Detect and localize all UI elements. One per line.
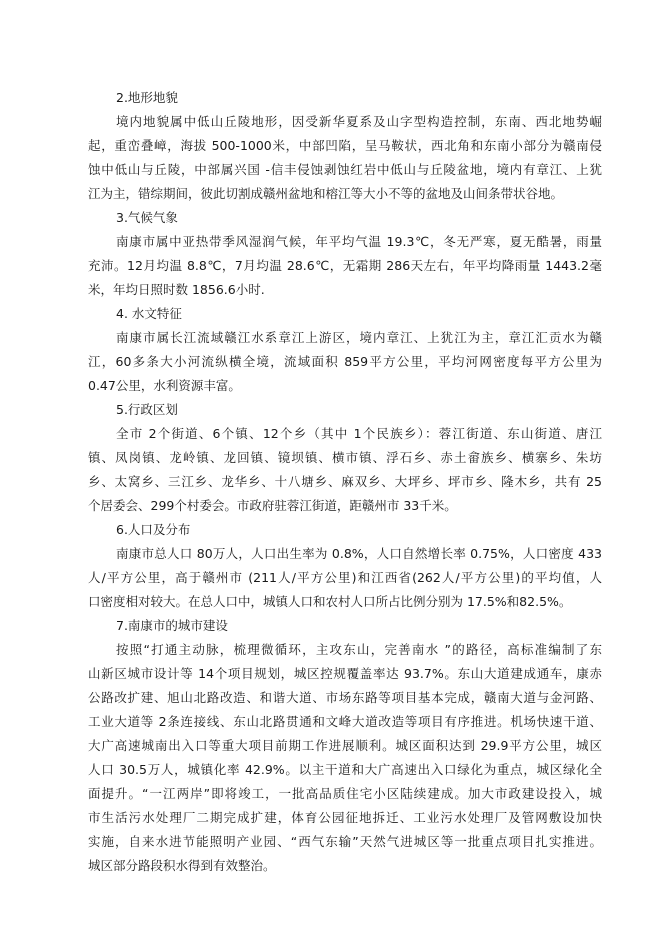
section-heading: 3.气候气象 [116,210,178,225]
paragraph-line: 人/平方公里，高于赣州市 (211人/平方公里)和江西省(262人/平方公里)的平均值，人 [88,570,602,585]
paragraph-line: 米，年均日照时数 1856.6小时. [88,282,265,297]
paragraph-line: 山新区城市设计等 14个项目规划，城区控规覆盖率达 93.7%。东山大道建成通车，康赤 [88,666,602,681]
paragraph-line: 江，60多条大小河流纵横全境，流域面积 859平方公里，平均河网密度每平方公里为 [88,354,602,369]
paragraph-line: 口密度相对较大。在总人口中，城镇人口和农村人口所占比例分别为 17.5%和82.5%。 [88,594,572,609]
paragraph-line: 镇、凤岗镇、龙岭镇、龙回镇、镜坝镇、横市镇、浮石乡、赤土畲族乡、横寨乡、朱坊 [88,450,602,465]
paragraph-line: 大广高速城南出入口等重大项目前期工作进展顺利。城区面积达到 29.9平方公里，城区 [88,738,602,753]
section-climate [88,206,602,302]
paragraph-line: 南康市属中亚热带季风湿润气候，年平均气温 19.3℃，冬无严寒，夏无酷暑，雨量 [116,234,602,249]
paragraph-line: 工业大道等 2条连接线、东山北路贯通和文峰大道改造等项目有序推进。机场快速干道、 [88,714,602,729]
paragraph-line: 江为主，错综期间，彼此切割成赣州盆地和榕江等大小不等的盆地及山间条带状谷地。 [88,186,564,201]
section-population [88,518,602,614]
paragraph-line: 按照“打通主动脉，梳理微循环，主攻东山，完善南水 ”的路径，高标准编制了东 [116,642,602,657]
section-heading: 6.人口及分布 [116,522,191,537]
document-page [88,86,602,878]
section-heading: 5.行政区划 [116,402,178,417]
paragraph-line: 人口 30.5万人，城镇化率 42.9%。以主干道和大广高速出入口绿化为重点，城区绿化全 [88,762,602,777]
section-administrative-division [88,398,602,518]
paragraph-line: 城区部分路段积水得到有效整治。 [88,858,276,873]
paragraph-line: 南康市属长江流域赣江水系章江上游区，境内章江、上犹江为主，章江汇贡水为赣 [116,330,602,345]
section-heading: 2.地形地貌 [116,90,178,105]
paragraph-line: 乡、太窝乡、三江乡、龙华乡、十八塘乡、麻双乡、大坪乡、坪市乡、隆木乡，共有 25 [88,474,602,489]
paragraph-line: 市生活污水处理厂二期完成扩建，体育公园征地拆迁、工业污水处理厂及管网敷设加快 [88,810,602,825]
paragraph-line: 起，重峦叠嶂，海拔 500-1000米，中部凹陷，呈马鞍状，西北角和东南小部分为赣南侵 [88,138,602,153]
section-urban-construction [88,614,602,878]
paragraph-line: 0.47公里，水利资源丰富。 [88,378,241,393]
paragraph-line: 面提升。“一江两岸”即将竣工，一批高品质住宅小区陆续建成。加大市政建设投入，城 [88,786,602,801]
section-heading: 7.南康市的城市建设 [116,618,228,633]
paragraph-line: 全市 2个街道、6个镇、12个乡（其中 1个民族乡）：蓉江街道、东山街道、唐江 [116,426,602,441]
paragraph-line: 实施，自来水进节能照明产业园、“西气东输”天然气进城区等一批重点项目扎实推进。 [88,834,602,849]
section-heading: 4. 水文特征 [116,306,182,321]
section-hydrology [88,302,602,398]
paragraph-line: 蚀中低山与丘陵，中部属兴国 -信丰侵蚀剥蚀红岩中低山与丘陵盆地，境内有章江、上犹 [88,162,602,177]
section-terrain [88,86,602,206]
paragraph-line: 南康市总人口 80万人，人口出生率为 0.8%，人口自然增长率 0.75%，人口密度 433 [116,546,602,561]
paragraph-line: 公路改扩建、旭山北路改造、和谐大道、市场东路等项目基本完成，赣南大道与金河路、 [88,690,602,705]
paragraph-line: 境内地貌属中低山丘陵地形，因受新华夏系及山字型构造控制，东南、西北地势崛 [116,114,602,129]
paragraph-line: 充沛。12月均温 8.8℃，7月均温 28.6℃，无霜期 286天左右，年平均降雨量 1443.2毫 [88,258,602,273]
paragraph-line: 个居委会、299个村委会。市政府驻蓉江街道，距赣州市 33千米。 [88,498,457,513]
